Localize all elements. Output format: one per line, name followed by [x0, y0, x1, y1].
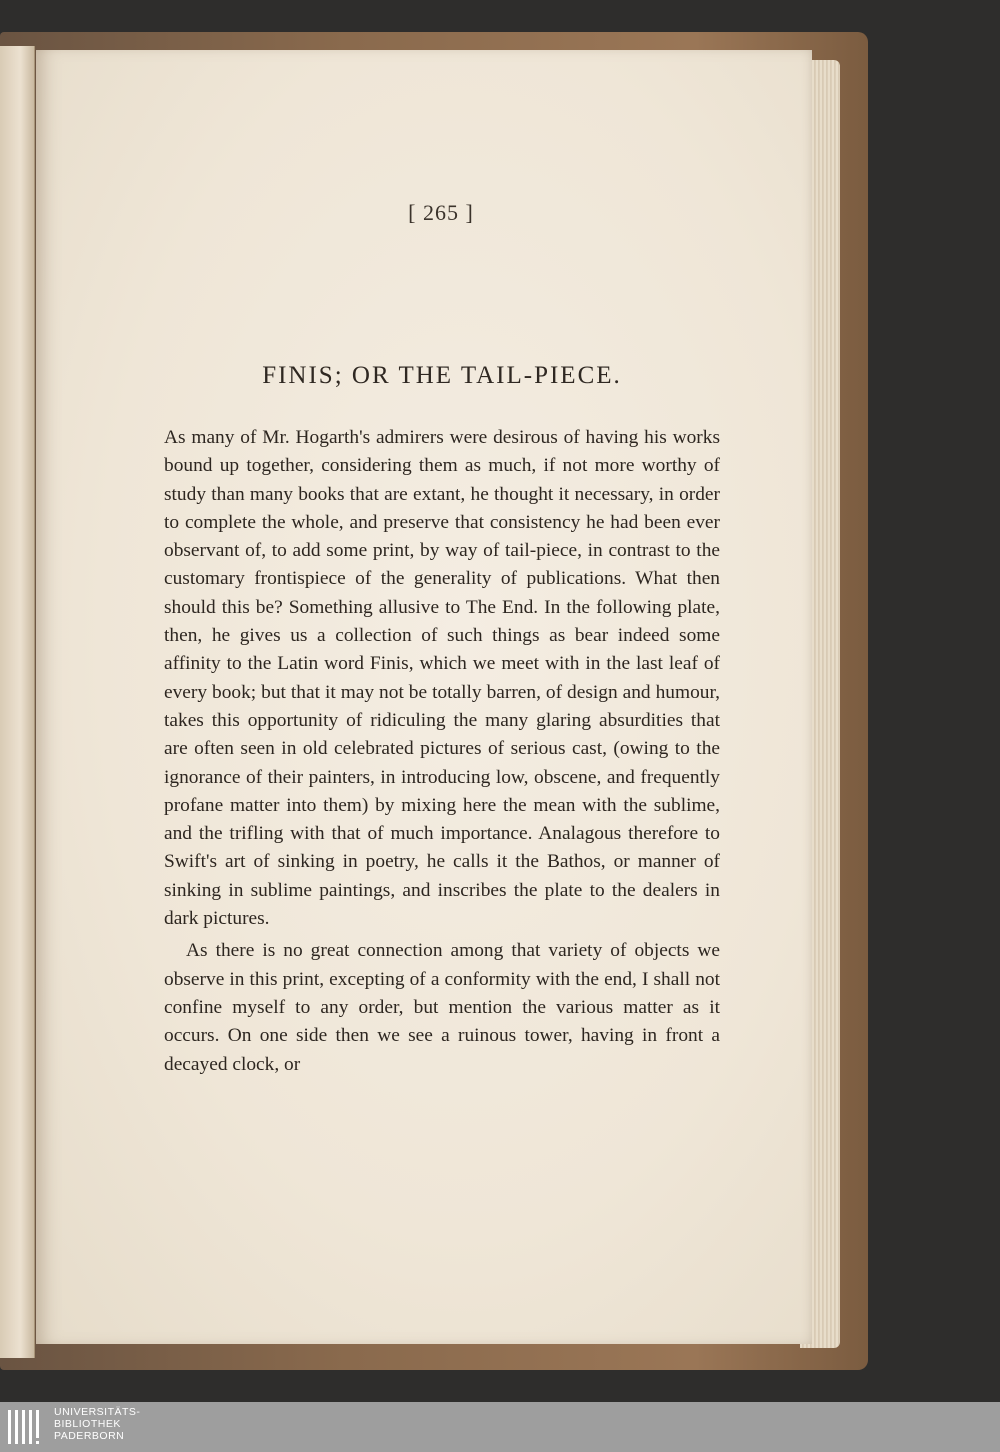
paragraph: As there is no great connection among that variety of objects we observe in this print, excepting of a conformity with the end, I shall not confine myself to any order, but mention the various matter as it occurs. On one side then we see a ruinous tower, having in front a decayed clock, or — [164, 940, 720, 1075]
page-number: [ 265 ] — [408, 200, 474, 225]
left-page-edge — [0, 46, 35, 1358]
logo-line: BIBLIOTHEK — [54, 1418, 121, 1430]
library-logo-icon — [6, 1406, 46, 1448]
logo-line: PADERBORN — [54, 1430, 125, 1442]
footer-bar — [0, 1402, 1000, 1452]
body-text — [164, 424, 720, 1083]
book-page — [36, 50, 812, 1344]
library-logo-text — [54, 1406, 140, 1442]
logo-line: UNIVERSITÄTS- — [54, 1406, 141, 1418]
chapter-title: FINIS; OR THE TAIL-PIECE. — [262, 362, 622, 389]
paragraph: As many of Mr. Hogarth's admirers were desirous of having his works bound up together, considering them as much, if not more worthy of study than many books that are extant, he thought it necessary, in order to complete the whole, and preserve that consistency he had been ever observant of, to add some print, by way of tail-piece, in contrast to the customary frontispiece of the generality of publications. What then should this be? Something allusive to The End. In the following plate, then, he gives us a collection of such things as bear indeed some affinity to the Latin word Finis, which we meet with in the last leaf of every book; but that it may not be totally barren, of design and humour, takes this opportunity of ridiculing the many glaring absurdities that are often seen in old celebrated pictures of serious cast, (owing to the ignorance of their painters, in introducing low, obscene, and frequently profane matter into them) by mixing here the mean with the sublime, and the trifling with that of much importance. Analagous therefore to Swift's art of sinking in poetry, he calls it the Bathos, or manner of sinking in sublime paintings, and inscribes the plate to the dealers in dark pictures. — [164, 427, 720, 930]
